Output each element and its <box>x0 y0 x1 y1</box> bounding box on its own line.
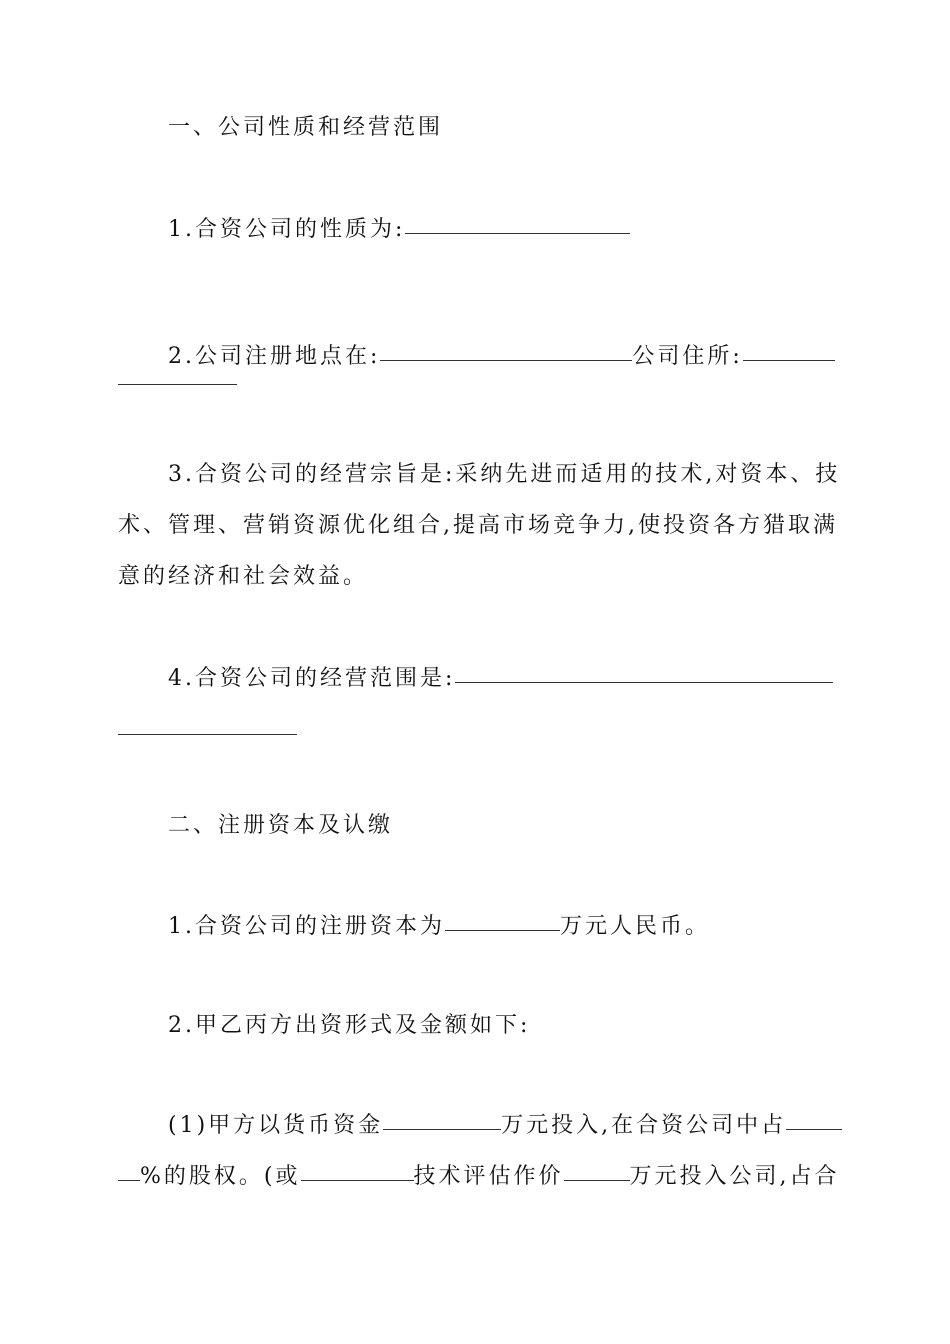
purpose-line-2: 术、管理、营销资源优化组合,提高市场竞争力,使投资各方猎取满 <box>118 513 838 538</box>
contribution-intro: 2.甲乙丙方出资形式及金额如下: <box>168 1013 531 1038</box>
address-blank-continued <box>118 362 237 385</box>
party-a-share-blank <box>786 1107 842 1130</box>
valuation-blank <box>564 1158 630 1181</box>
section-2-heading: 二、注册资本及认缴 <box>168 813 394 838</box>
section-1-heading: 一、公司性质和经营范围 <box>168 115 444 140</box>
technology-blank <box>301 1158 414 1181</box>
address-blank <box>743 338 835 361</box>
nature-clause <box>168 213 630 245</box>
scope-continuation <box>118 714 297 746</box>
scope-blank <box>455 660 833 683</box>
scope-clause <box>168 662 833 694</box>
capital-suffix: 万元人民币。 <box>560 914 711 939</box>
party-a-share-blank-continued <box>118 1158 140 1181</box>
address-continuation <box>118 364 237 396</box>
party-a-clause <box>168 1109 842 1141</box>
registration-label: 2.公司注册地点在: <box>168 344 381 369</box>
nature-blank <box>405 211 630 234</box>
capital-blank <box>445 908 560 931</box>
registration-clause <box>168 340 835 372</box>
registration-blank <box>380 338 632 361</box>
investment-text: 万元投入公司,占合 <box>629 1164 840 1189</box>
party-a-mid: 万元投入,在合资公司中占 <box>501 1113 787 1138</box>
party-a-label: (1)甲方以货币资金 <box>168 1113 384 1138</box>
scope-label: 4.合资公司的经营范围是: <box>168 666 456 691</box>
party-a-clause-line-2 <box>118 1160 840 1192</box>
capital-clause <box>168 910 710 942</box>
equity-text: %的股权。(或 <box>140 1164 301 1189</box>
scope-blank-continued <box>118 712 297 735</box>
nature-label: 1.合资公司的性质为: <box>168 217 406 242</box>
purpose-line-1: 3.合资公司的经营宗旨是:采纳先进而适用的技术,对资本、技 <box>168 462 841 487</box>
party-a-cash-blank <box>383 1107 501 1130</box>
purpose-line-3: 意的经济和社会效益。 <box>118 564 369 589</box>
valuation-text: 技术评估作价 <box>413 1164 564 1189</box>
capital-label: 1.合资公司的注册资本为 <box>168 914 445 939</box>
address-label: 公司住所: <box>632 344 743 369</box>
